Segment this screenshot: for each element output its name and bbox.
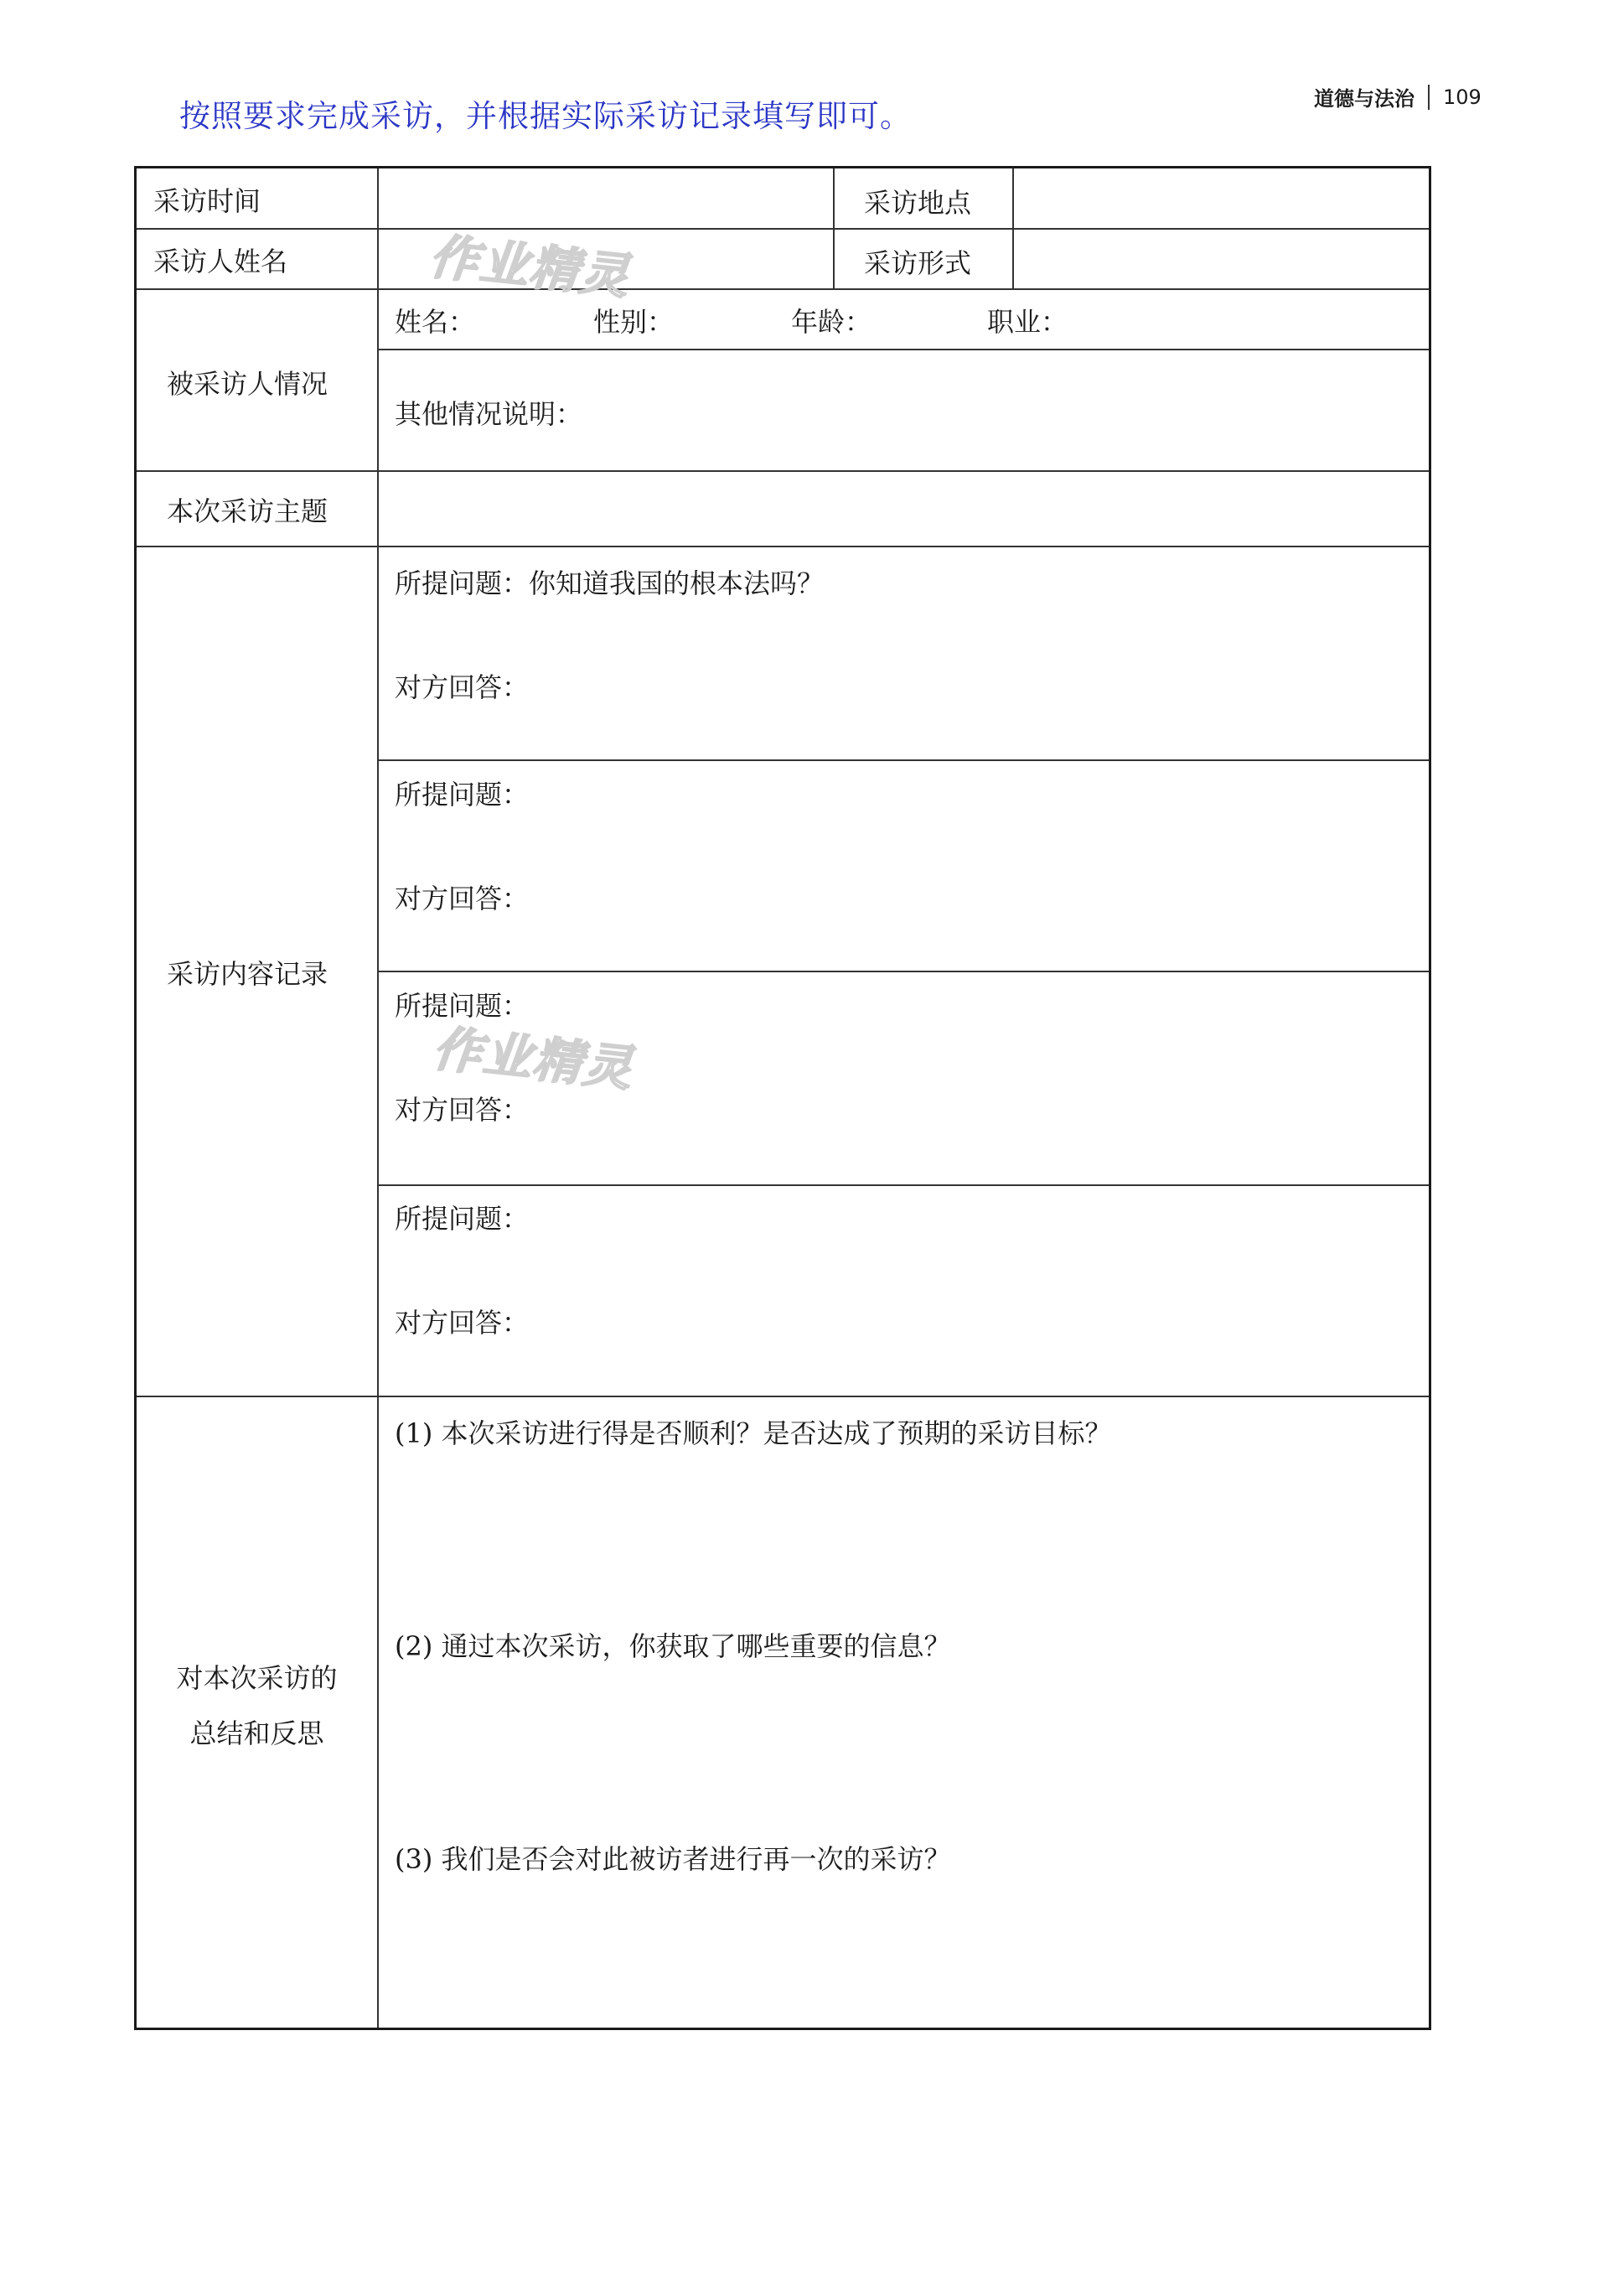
watermark: 作业精灵	[430, 1019, 637, 1098]
watermark: 作业精灵	[427, 227, 634, 306]
row-divider	[377, 971, 1429, 972]
column-divider	[377, 168, 379, 2028]
content-section-label: 采访内容记录	[167, 958, 328, 990]
row-divider	[137, 288, 1429, 290]
row-divider	[377, 349, 1429, 350]
running-head	[1314, 82, 1482, 111]
qa-question: 所提问题：	[395, 779, 530, 811]
subject-title: 道德与法治	[1314, 87, 1415, 111]
interviewee-gender-label: 性别：	[593, 306, 675, 338]
column-divider	[833, 168, 835, 288]
summary-label-line1: 对本次采访的	[176, 1662, 338, 1694]
interview-place-label: 采访地点	[864, 187, 972, 219]
header-divider	[1428, 85, 1430, 110]
interview-format-label: 采访形式	[864, 247, 972, 279]
other-info-label: 其他情况说明：	[395, 398, 583, 430]
instruction-text: 按照要求完成采访，并根据实际采访记录填写即可。	[179, 98, 912, 134]
qa-answer: 对方回答：	[395, 883, 530, 914]
interviewee-name-label: 姓名：	[395, 306, 476, 338]
qa-question: 所提问题：	[395, 1203, 530, 1235]
column-divider	[1012, 168, 1014, 288]
row-divider	[377, 1184, 1429, 1186]
reflection-question: (1) 本次采访进行得是否顺利？是否达成了预期的采访目标？	[395, 1417, 1112, 1449]
summary-label-line2: 总结和反思	[189, 1717, 324, 1749]
qa-answer: 对方回答：	[395, 1094, 530, 1126]
qa-question: 所提问题：	[395, 990, 530, 1022]
page-number: 109	[1443, 85, 1482, 109]
summary-section-label	[137, 1650, 377, 1761]
interview-time-label: 采访时间	[153, 185, 261, 217]
interview-record-form	[134, 166, 1431, 2030]
row-divider	[137, 1396, 1429, 1397]
reflection-question: (3) 我们是否会对此被访者进行再一次的采访？	[395, 1843, 951, 1875]
topic-label: 本次采访主题	[167, 495, 328, 527]
row-divider	[377, 759, 1429, 761]
reflection-question: (2) 通过本次采访，你获取了哪些重要的信息？	[395, 1630, 951, 1662]
interviewee-age-label: 年龄：	[791, 306, 872, 338]
row-divider	[137, 470, 1429, 472]
interviewer-name-label: 采访人姓名	[153, 246, 288, 277]
qa-answer: 对方回答：	[395, 1307, 530, 1339]
row-divider	[137, 228, 1429, 230]
qa-answer: 对方回答：	[395, 671, 530, 703]
interviewee-job-label: 职业：	[987, 306, 1068, 338]
interviewee-section-label: 被采访人情况	[167, 368, 328, 400]
row-divider	[137, 546, 1429, 547]
qa-question: 所提问题：你知道我国的根本法吗？	[395, 567, 825, 599]
